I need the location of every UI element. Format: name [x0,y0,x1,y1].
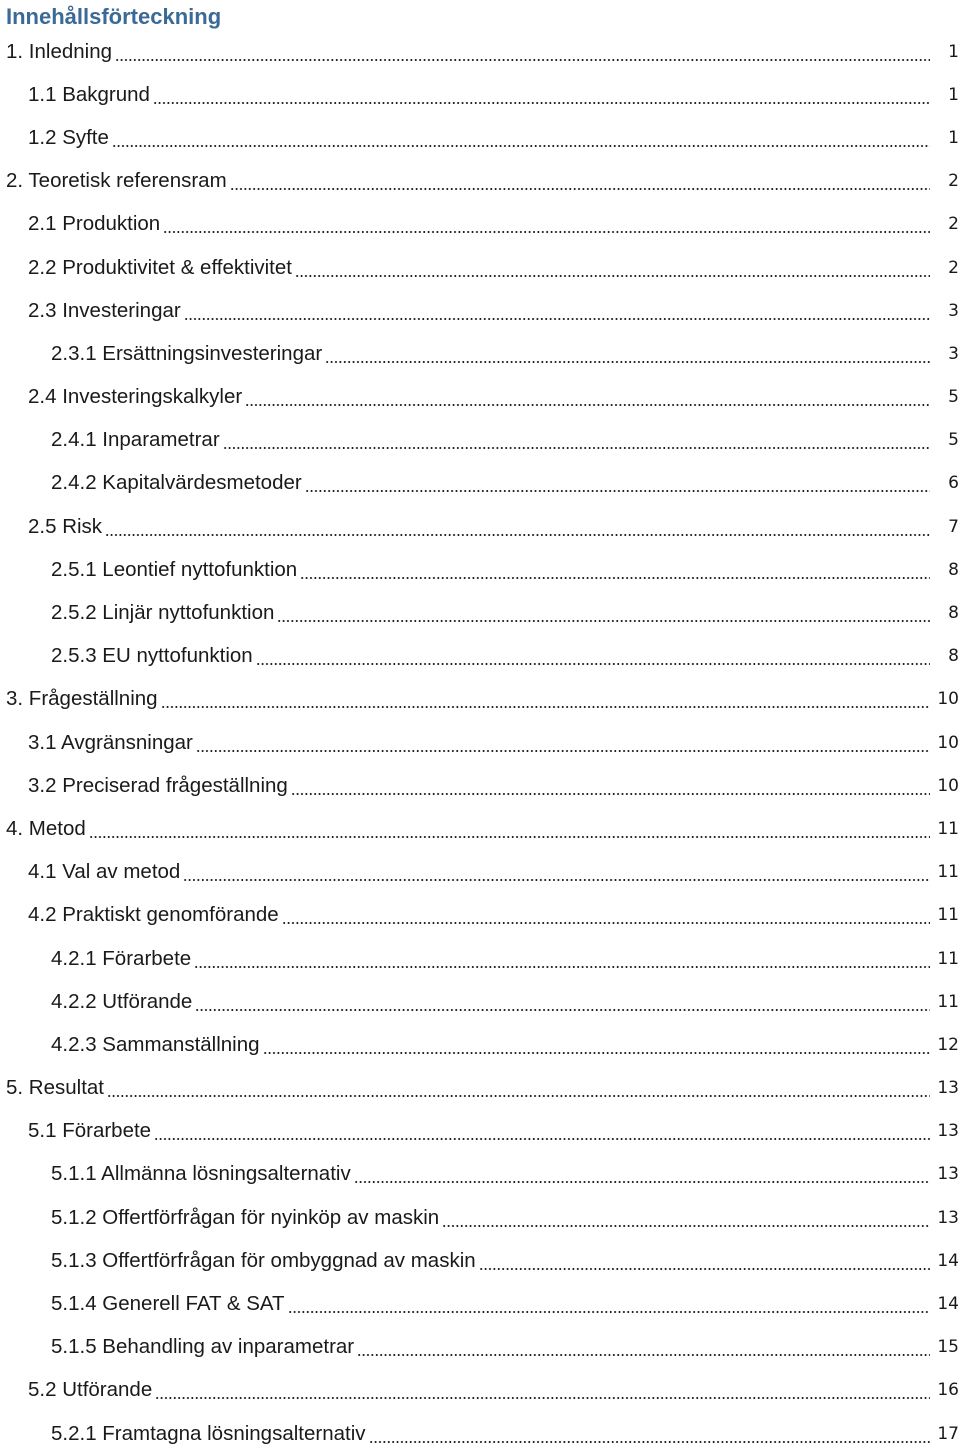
toc-entry[interactable] [0,1326,960,1369]
toc-entry-title[interactable]: 4.2 Praktiskt genomförande [28,903,279,927]
toc-entry-title[interactable]: 2.5.1 Leontief nyttofunktion [51,557,298,581]
toc-entry-title[interactable]: 4.1 Val av metod [28,860,181,884]
toc-entry-title[interactable]: 4.2.2 Utförande [51,989,193,1013]
dot-leader [300,577,930,579]
toc-entry-title[interactable]: 3.1 Avgränsningar [28,730,193,754]
dot-leader [155,1397,930,1399]
toc-entry-page-number: 1 [948,84,959,105]
dot-leader [295,275,930,277]
toc-entry[interactable] [0,548,960,591]
toc-entry-page-number: 13 [937,1164,959,1185]
toc-entry[interactable] [0,764,960,807]
toc-entry-title[interactable]: 5.1.5 Behandling av inparametrar [51,1335,355,1359]
toc-entry[interactable] [0,1239,960,1282]
toc-entry[interactable] [0,980,960,1023]
toc-entry-page-number: 6 [948,473,959,494]
toc-entry-title[interactable]: 5.1.4 Generell FAT & SAT [51,1292,285,1316]
dot-leader [245,404,930,406]
toc-entry-page-number: 11 [937,818,959,839]
toc-entry[interactable] [0,721,960,764]
toc-entry-title[interactable]: 2.1 Produktion [28,212,161,236]
toc-entry-title[interactable]: 5.2.1 Framtagna lösningsalternativ [51,1421,366,1445]
toc-entry-page-number: 3 [948,343,959,364]
toc-entry-page-number: 5 [948,430,959,451]
toc-entry-page-number: 17 [937,1423,959,1444]
toc-entry-title[interactable]: 1.2 Syfte [28,125,109,149]
toc-entry-page-number: 10 [937,689,959,710]
dot-leader [354,1181,930,1183]
toc-entry-page-number: 11 [937,862,959,883]
toc-entry[interactable] [0,116,960,159]
toc-entry-page-number: 13 [937,1078,959,1099]
toc-entry-page-number: 8 [948,559,959,580]
dot-leader [196,750,930,752]
toc-entry[interactable] [0,332,960,375]
toc-entry-page-number: 2 [948,214,959,235]
toc-entry[interactable] [0,1282,960,1325]
toc-entry-title[interactable]: 4. Metod [6,816,86,840]
dot-leader [161,706,930,708]
toc-entry-page-number: 15 [937,1337,959,1358]
toc-entry-page-number: 5 [948,387,959,408]
toc-entry[interactable] [0,807,960,850]
toc-entry-title[interactable]: 2.4.1 Inparametrar [51,428,220,452]
toc-entry-title[interactable]: 3.2 Preciserad frågeställning [28,773,288,797]
dot-leader [442,1225,930,1227]
toc-entry-title[interactable]: 5.1 Förarbete [28,1119,152,1143]
toc-entry-page-number: 2 [948,257,959,278]
dot-leader [154,1138,930,1140]
toc-entry-page-number: 12 [937,1034,959,1055]
toc-entry-title[interactable]: 5. Resultat [6,1076,104,1100]
dot-leader [357,1354,930,1356]
dot-leader [183,879,930,881]
toc-entry-page-number: 1 [948,127,959,148]
dot-leader [163,231,930,233]
toc-entry[interactable] [0,289,960,332]
dot-leader [305,490,930,492]
toc-entry-page-number: 14 [937,1294,959,1315]
dot-leader [230,188,930,190]
toc-entry-page-number: 13 [937,1121,959,1142]
dot-leader [89,836,930,838]
dot-leader [107,1095,930,1097]
toc-entry[interactable] [0,591,960,634]
dot-leader [105,534,930,536]
toc-entry-title[interactable]: 4.2.1 Förarbete [51,946,192,970]
toc-entry-page-number: 3 [948,300,959,321]
toc-entry[interactable] [0,160,960,203]
toc-entry-title[interactable]: 2. Teoretisk referensram [6,169,227,193]
toc-entry-page-number: 10 [937,732,959,753]
toc-entry[interactable] [0,894,960,937]
toc-entry[interactable] [0,246,960,289]
dot-leader [153,102,930,104]
toc-entry-title[interactable]: 5.1.3 Offertförfrågan för ombyggnad av maskin [51,1248,476,1272]
toc-entry[interactable] [0,1412,960,1455]
toc-entry[interactable] [0,419,960,462]
dot-leader [115,59,930,61]
toc-entry-title[interactable]: 2.3 Investeringar [28,298,181,322]
dot-leader [288,1311,930,1313]
toc-entry[interactable] [0,635,960,678]
dot-leader [479,1268,930,1270]
toc-entry-title[interactable]: 2.5 Risk [28,514,103,538]
toc-entry[interactable] [0,73,960,116]
toc-entry-title[interactable]: 2.5.3 EU nyttofunktion [51,644,253,668]
toc-entry-page-number: 8 [948,603,959,624]
toc-entry-title[interactable]: 1.1 Bakgrund [28,82,150,106]
toc-entry[interactable] [0,30,960,73]
dot-leader [223,447,930,449]
toc-entry-title[interactable]: 2.4.2 Kapitalvärdesmetoder [51,471,302,495]
toc-entry[interactable] [0,678,960,721]
dot-leader [277,620,930,622]
toc-entry-title[interactable]: 5.1.1 Allmänna lösningsalternativ [51,1162,351,1186]
toc-entry-title[interactable]: 3. Frågeställning [6,687,158,711]
toc-entry-page-number: 11 [937,991,959,1012]
toc-entry[interactable] [0,1153,960,1196]
dot-leader [325,361,930,363]
toc-entry[interactable] [0,1369,960,1412]
toc-title: Innehållsförteckning [6,4,222,29]
dot-leader [184,318,930,320]
toc-entry-page-number: 11 [937,905,959,926]
toc-entry[interactable] [0,1023,960,1066]
dot-leader [291,793,930,795]
toc-entry[interactable] [0,851,960,894]
dot-leader [195,1009,930,1011]
toc-entry-title[interactable]: 1. Inledning [6,39,113,63]
toc-entry[interactable] [0,462,960,505]
dot-leader [194,966,930,968]
toc-entry[interactable] [0,1067,960,1110]
toc-entry[interactable] [0,1196,960,1239]
toc-entry-page-number: 11 [937,948,959,969]
toc-entry[interactable] [0,937,960,980]
toc-list [0,30,960,1455]
toc-entry[interactable] [0,505,960,548]
toc-entry-title[interactable]: 4.2.3 Sammanställning [51,1032,260,1056]
toc-entry-title[interactable]: 2.5.2 Linjär nyttofunktion [51,601,275,625]
dot-leader [282,922,930,924]
toc-entry[interactable] [0,1110,960,1153]
dot-leader [263,1052,930,1054]
dot-leader [369,1441,930,1443]
toc-entry-page-number: 14 [937,1250,959,1271]
toc-entry[interactable] [0,376,960,419]
dot-leader [112,145,930,147]
toc-entry[interactable] [0,203,960,246]
toc-entry-title[interactable]: 2.4 Investeringskalkyler [28,385,243,409]
toc-entry-page-number: 8 [948,646,959,667]
toc-entry-title[interactable]: 5.1.2 Offertförfrågan för nyinköp av maskin [51,1205,440,1229]
toc-entry-title[interactable]: 2.3.1 Ersättningsinvesteringar [51,341,323,365]
toc-entry-page-number: 10 [937,775,959,796]
dot-leader [256,663,930,665]
toc-entry-page-number: 13 [937,1207,959,1228]
toc-entry-page-number: 7 [948,516,959,537]
toc-entry-title[interactable]: 5.2 Utförande [28,1378,153,1402]
toc-entry-page-number: 2 [948,171,959,192]
toc-entry-title[interactable]: 2.2 Produktivitet & effektivitet [28,255,292,279]
toc-entry-page-number: 1 [948,41,959,62]
toc-entry-page-number: 16 [937,1380,959,1401]
